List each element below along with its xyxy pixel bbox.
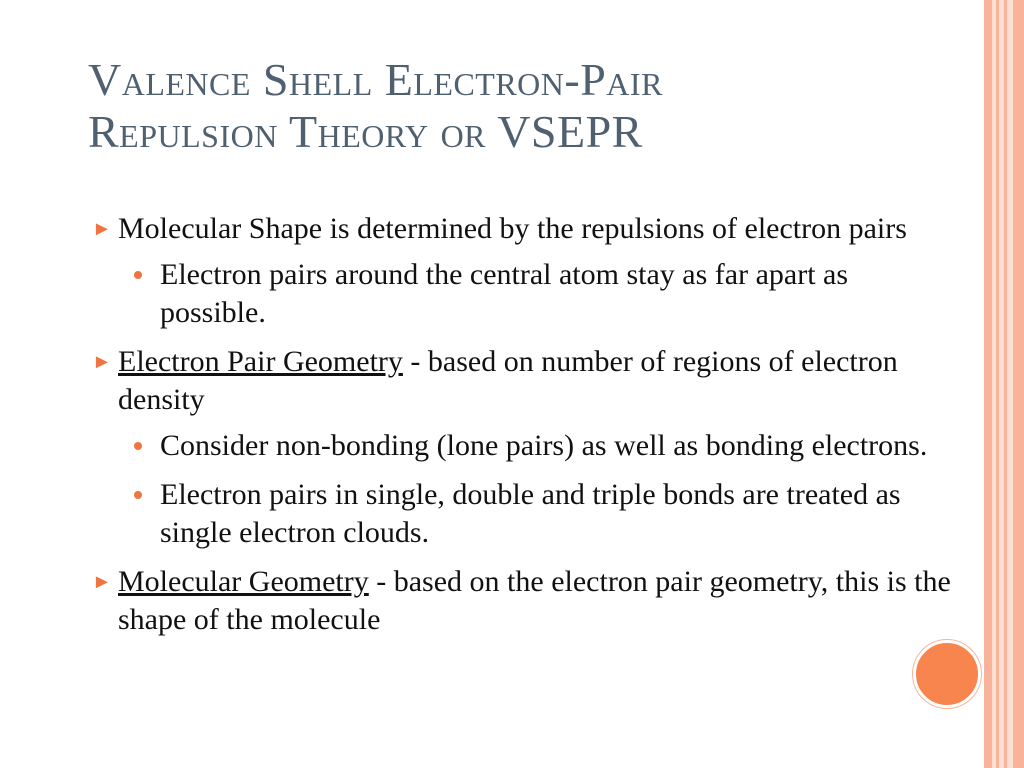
sub-bullet-item (92, 476, 952, 552)
slide-content (92, 210, 952, 647)
sub-bullet-item (92, 256, 952, 332)
bullet-text: - based on number of regions of electron density (118, 345, 898, 416)
bullet-term: Molecular Geometry (118, 565, 369, 598)
dot-bullet-icon (134, 491, 142, 499)
bullet-item (92, 343, 952, 419)
triangle-bullet-icon: ► (92, 218, 112, 240)
triangle-bullet-icon: ► (92, 351, 112, 373)
sub-bullet-text: Electron pairs in single, double and triple bonds are treated as single electron clouds. (160, 478, 901, 549)
stripe (984, 0, 992, 768)
bullet-item (92, 210, 952, 248)
bullet-text: Molecular Shape is determined by the repulsions of electron pairs (118, 212, 907, 245)
bullet-text: - based on the electron pair geometry, this is the shape of the molecule (118, 565, 951, 636)
dot-bullet-icon (134, 271, 142, 279)
decorative-circle (913, 640, 981, 708)
title-line-1: Valence Shell Electron-Pair (88, 54, 663, 105)
title-line-2: Repulsion Theory or VSEPR (88, 106, 643, 157)
bullet-term: Electron Pair Geometry (118, 345, 403, 378)
bullet-item (92, 563, 952, 639)
sub-bullet-item (92, 427, 952, 465)
stripe (1013, 0, 1024, 768)
sub-bullet-text: Electron pairs around the central atom stay as far apart as possible. (160, 258, 849, 329)
decorative-stripes (984, 0, 1024, 768)
sub-bullet-text: Consider non-bonding (lone pairs) as well as bonding electrons. (160, 429, 928, 462)
triangle-bullet-icon: ► (92, 571, 112, 593)
stripe (1004, 0, 1007, 768)
slide-title (88, 54, 948, 158)
stripe (996, 0, 999, 768)
dot-bullet-icon (134, 442, 142, 450)
